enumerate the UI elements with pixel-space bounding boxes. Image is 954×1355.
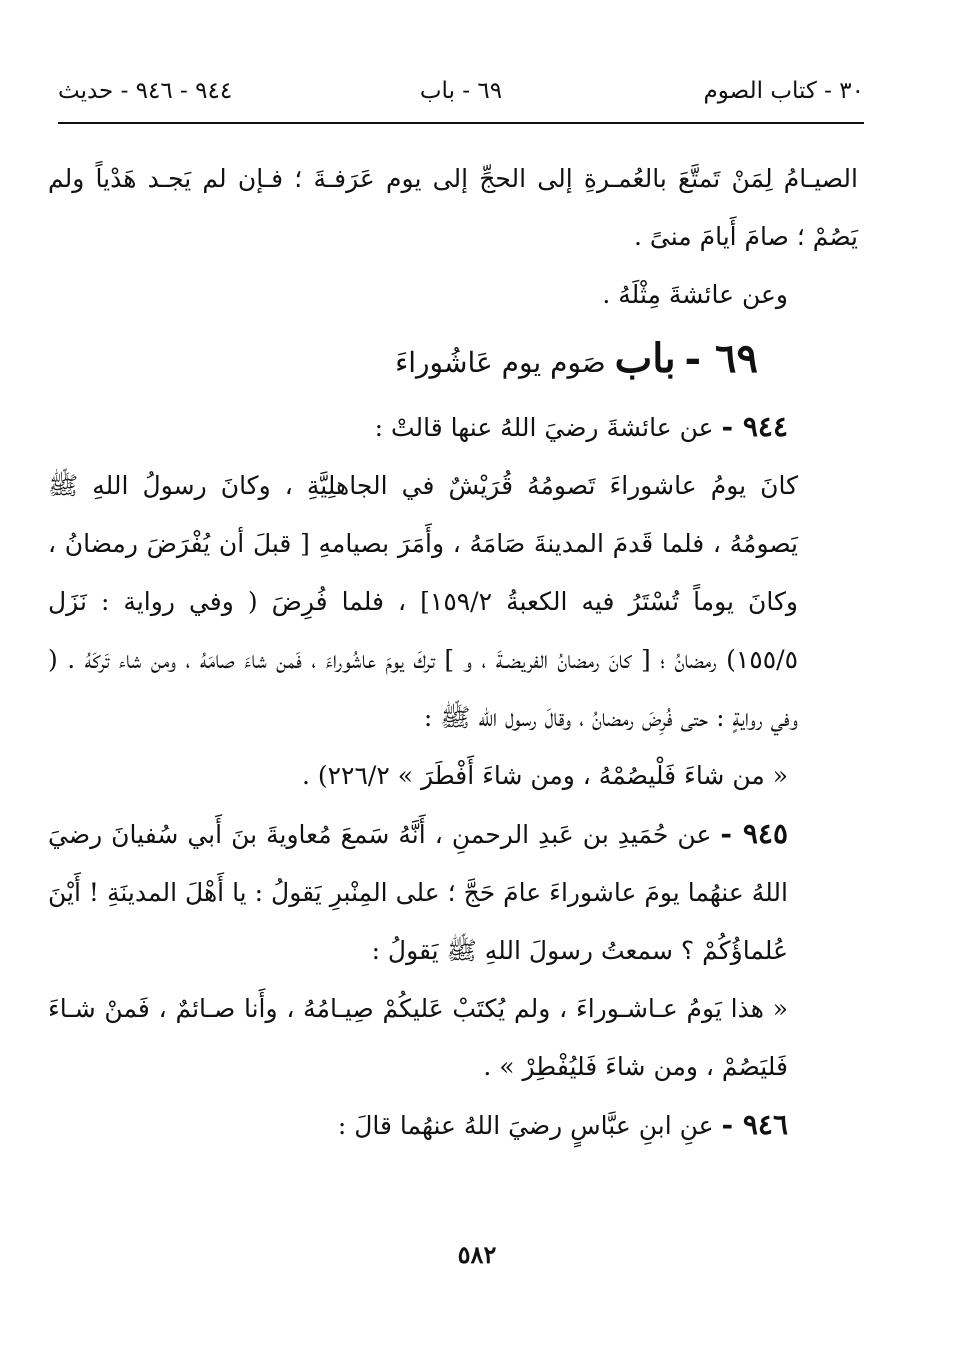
continuation-paragraph: الصيـامُ لِمَنْ تَمتَّعَ بالعُمـرةِ إلى الحجِّ إلى يوم عَرَفـةَ ؛ فـإن لم يَجـد هَدْياً ولم يَصُمْ ؛ صامَ أَيامَ منىً . <box>48 164 858 251</box>
hadith-946-number: ٩٤٦ - <box>721 1108 788 1141</box>
hadith-944-quote: « من شاءَ فَلْيصُمْهُ ، ومن شاءَ أَفْطَرَ » ٢٢٦/٢) . <box>301 761 788 790</box>
hadith-946-narrator: عنِ ابنِ عبَّاسٍ رضيَ اللهُ عنهُما قالَ : <box>337 1111 714 1140</box>
hadith-944-text: كانَ يومُ عاشوراءَ تَصومُهُ قُرَيْشٌ في الجاهلِيَّةِ ، وكانَ رسولُ اللهِ ﷺ يَصومُهُ ، فلما قَدمَ المدينةَ صَامَهُ ، وأَمَرَ بصيامهِ [ قبلَ أن يُفْرَضَ رمضانُ ، وكانَ يوماً تُسْتَرُ فيه الكعبةُ ١٥٩/٢] ، فلما فُرِضَ ( وفي رواية : نَزَل ١٥٥/٥) رمضانُ ؛ [ كانَ رمضانُ الفريضـةَ ، و ] تركَ يومَ عاشُوراءَ ، فَمن شاءَ صامَهُ ، ومن شاء تَركَهُ . ( وفي روايةٍ : حتى فُرِضَ رمضانُ ، وقالَ رسول الله ﷺ : <box>48 471 798 732</box>
page-number: ٥٨٢ <box>457 1240 497 1269</box>
header-divider <box>58 122 864 124</box>
chapter-heading <box>48 324 858 398</box>
hadith-944-narrator: عن عائشةَ رضيَ اللهُ عنها قالتْ : <box>374 413 714 442</box>
hadith-945-text <box>48 805 858 980</box>
chapter-title: صَوم يوم عَاشُوراءَ <box>395 346 606 379</box>
header-chapter: ٦٩ - باب <box>419 78 503 104</box>
chapter-number: ٦٩ - <box>684 335 758 382</box>
chapter-word: باب <box>614 335 676 382</box>
header-hadith-range: ٩٤٤ - ٩٤٦ - حديث <box>58 78 233 104</box>
hadith-946-intro <box>48 1096 858 1155</box>
hadith-945-number: ٩٤٥ - <box>720 817 789 850</box>
running-header <box>58 72 864 112</box>
hadith-945-quote: « هذا يَومُ عـاشـوراءَ ، ولم يُكتَبْ عَليكُمْ صِيـامُهُ ، وأَنا صـائمٌ ، فَمنْ شـاءَ فَليَصُمْ ، ومن شاءَ فَليُفْطِرْ » . <box>48 994 788 1081</box>
hadith-944-number: ٩٤٤ - <box>721 410 788 443</box>
page-body <box>48 150 858 1155</box>
header-book-title: ٣٠ - كتاب الصوم <box>703 78 864 104</box>
hadith-945-body: عن حُمَيدِ بن عَبدِ الرحمنِ ، أَنَّهُ سَمعَ مُعاويةَ بنَ أَبي سُفيانَ رضيَ اللهُ عنهُما يومَ عاشوراءَ عامَ حَجَّ ؛ على المِنْبرِ يَقولُ : يا أَهْلَ المدينَةِ ! أَيْنَ عُلماؤُكُمْ ؟ سمعتُ رسولَ اللهِ ﷺ يَقولُ : <box>48 820 788 965</box>
aisha-note: وعن عائشةَ مِثْلَهُ . <box>602 280 788 309</box>
hadith-944-intro <box>48 398 858 457</box>
